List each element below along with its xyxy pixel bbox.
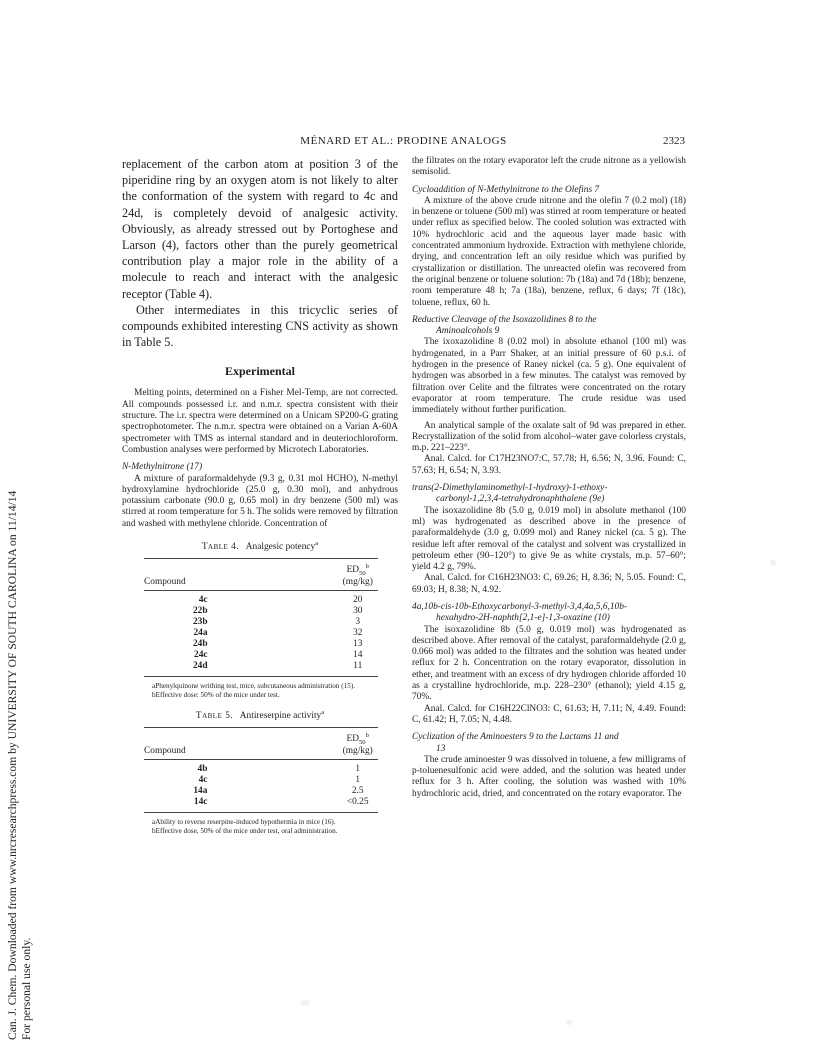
value-cell: <0.25 (346, 797, 369, 808)
compound-cell: 4c (198, 775, 208, 786)
paragraph-oxalate: An analytical sample of the oxalate salt of 9d was prepared in ether. Recrystallization of the solid from alcohol–water gave colorless crystals, m.p. 221–223°. (412, 420, 686, 454)
table5-footnotes (144, 818, 378, 835)
compound-cell: 24b (192, 639, 208, 650)
compound-cell: 24c (194, 650, 208, 661)
table5-title: Antireserpine activity (239, 711, 322, 722)
table-row (144, 797, 378, 808)
paragraph-cyclization: The crude aminoester 9 was dissolved in toluene, a few milligrams of p-toluenesulfonic acid were added, and the solution was heated under reflux for 3 h. After cooling, the solution was washed with 10% hydrochloric acid, dried, and concentrated on the rotary evaporator. The (412, 754, 686, 799)
subheading-reductive-cleavage-cont: Aminoalcohols 9 (436, 326, 500, 337)
compound-cell: 23b (192, 617, 208, 628)
table4-title-mark: a (315, 540, 319, 547)
value-cell: 11 (353, 661, 363, 672)
table4-title: Analgesic potency (245, 542, 316, 553)
table-row (144, 786, 378, 797)
paragraph-cns-activity: Other intermediates in this tricyclic series of compounds exhibited interesting CNS activity as shown in Table 5. (122, 302, 398, 350)
compound-cell: 24a (193, 628, 208, 639)
table-row (144, 606, 378, 617)
compound-cell: 4b (197, 764, 208, 775)
value-cell: 32 (353, 628, 363, 639)
subheading-reductive-cleavage: Reductive Cleavage of the Isoxazolidines 8 to the (412, 314, 597, 325)
value-cell: 20 (353, 595, 363, 606)
table4-col-compound: Compound (144, 577, 186, 588)
table5-footnote-b: bEffective dose, 50% of the mice under test, oral administration. (152, 827, 338, 836)
table5-bottom-rule (144, 812, 378, 813)
subheading-cyclization-cont: 13 (436, 743, 446, 754)
watermark-line-1: Can. J. Chem. Downloaded from www.nrcresearchpress.com by UNIVERSITY OF SOUTH CAROLINA on 11/14/14 (6, 490, 19, 1040)
table5-col-compound: Compound (144, 746, 186, 757)
running-title: MÉNARD ET AL.: PRODINE ANALOGS (300, 135, 507, 147)
right-column (412, 156, 686, 800)
table-row (144, 760, 378, 776)
paragraph-discussion: replacement of the carbon atom at position 3 of the piperidine ring by an oxygen atom is not likely to alter the conformation of the system with regard to 4c and 24d, is completely devoid of analgesic activity. Obviously, as already stressed out by Portoghese and Larson (4), factors other than the purely geometrical contribution play a major role in the ability of a molecule to reach and interact with the analgesic receptor (Table 4). (122, 157, 398, 301)
value-cell: 14 (353, 650, 363, 661)
paragraph-nitrone-prep: A mixture of paraformaldehyde (9.3 g, 0.31 mol HCHO), N-methyl hydroxylamine hydrochloride (25.0 g, 0.30 mol), and anhydrous potassium carbonate (90.0 g, 0.65 mol) in dry benzene (500 ml) was stirred at room temperature for 5 h. The solids were removed by filtration and washed with methylene chloride. Concentration of (122, 473, 398, 529)
paragraph-cycloaddition: A mixture of the above crude nitrone and the olefin 7 (0.2 mol) (18) in benzene or toluene (500 ml) was stirred at room temperature or heated under reflux as specified below. The cooled solution was extracted with 10% hydrochloric acid and the aqueous layer made basic with concentrated ammonium hydroxide. Extraction with methylene chloride, drying, and concentration left an oily residue which was purified by crystallization or distillation. The unreacted olefin was recovered from the original benzene or toluene solution: 7b (18a) and 7d (18b); benzene, room temperature 48 h; 7a (18a), benzene, reflux, 6 days; 7f (18c), toluene, reflux, 60 h. (412, 195, 686, 308)
paragraph-oxazine-prep: The isoxazolidine 8b (5.0 g, 0.019 mol) was hydrogenated as described above. After removal of the catalyst, paraformaldehyde (2.0 g, 0.066 mol) was added to the filtrates and the solution was heated under reflux for 2 h. Concentration on the rotary evaporator, dissolution in ether, and treatment with an excess of dry hydrogen chloride afforded 10 as a crystalline hydrochloride, m.p. 228–230° (ethanol); yield 4.15 g, 70%. (412, 624, 686, 703)
value-cell: 30 (353, 606, 363, 617)
table4-footnote-a: aPhenylquinone writhing test, mice, subcutaneous administration (15). (152, 682, 356, 691)
download-watermark (2, 0, 50, 1059)
table-row (144, 661, 378, 672)
compound-cell: 24d (192, 661, 208, 672)
table-row (144, 591, 378, 607)
table-row (144, 775, 378, 786)
table5-title-mark: a (321, 709, 325, 717)
table-row (144, 650, 378, 661)
page-number: 2323 (663, 135, 685, 147)
table-row (144, 617, 378, 628)
table5 (144, 727, 378, 808)
watermark-line-2: For personal use only. (20, 937, 33, 1040)
paragraph-anal-9d: Anal. Calcd. for C17H23NO7:C, 57.78; H, 6.56; N, 3.96. Found: C, 57.63; H, 6.54; N, 3.93. (412, 454, 686, 476)
table4-col-ed50: $ED_{50}^b$ (mg/kg) (342, 563, 373, 588)
value-cell: 3 (355, 617, 361, 628)
value-cell: 1 (355, 775, 361, 786)
table4-footnotes (144, 682, 378, 699)
table-row (144, 628, 378, 639)
table5-col-ed50: $ED_{50}^b$ (mg/kg) (342, 732, 373, 757)
subheading-cyclization: Cyclization of the Aminoesters 9 to the Lactams 11 and (412, 732, 619, 743)
table5-label: Table 5. (195, 711, 234, 722)
subheading-n-methylnitrone: N-Methylnitrone (17) (122, 462, 203, 473)
table4-footnote-b: bEffective dose: 50% of the mice under test. (152, 690, 280, 699)
table4 (144, 558, 378, 672)
paragraph-nitrone-end: the filtrates on the rotary evaporator left the crude nitrone as a yellowish semisolid. (412, 156, 686, 178)
compound-cell: 4c (198, 595, 208, 606)
subheading-oxazine: 4a,10b-cis-10b-Ethoxycarbonyl-3-methyl-3,4,4a,5,6,10b- (412, 601, 628, 612)
compound-cell: 14a (193, 786, 208, 797)
scan-speck (300, 1000, 310, 1006)
subheading-cycloaddition: Cycloaddition of N-Methylnitrone to the Olefins 7 (412, 184, 600, 195)
subheading-9e: trans(2-Dimethylaminomethyl-1-hydroxy)-1-ethoxy- (412, 483, 608, 494)
paragraph-anal-10: Anal. Calcd. for C16H22ClNO3: C, 61.63; H, 7.11; N, 4.49. Found: C, 61.42; H, 7.05; N, 4.48. (412, 703, 686, 725)
section-heading-experimental: Experimental (225, 364, 295, 379)
paragraph-methods: Melting points, determined on a Fisher Mel-Temp, are not corrected. All compounds possessed i.r. and n.m.r. spectra consistent with their structure. The i.r. spectra were determined on a Unicam SP200-G grating spectrophotometer. The n.m.r. spectra were obtained on a Varian A-60A spectrometer with TMS as internal standard and in deuteriochloroform. Combustion analyses were performed by Microtech Laboratories. (122, 388, 398, 455)
value-cell: 13 (353, 639, 363, 650)
paragraph-9e-prep: The isoxazolidine 8b (5.0 g, 0.019 mol) in absolute methanol (100 ml) was hydrogenated as described above in the presence of paraformaldehyde (3.0 g, 0.099 mol) and Raney nickel (ca. 5 g). The residue left after removal of the catalyst and solvent was crystallized in petroleum ether (90–120°) to give 9e as white crystals, m.p. 57–60°; yield 4.2 g, 79%. (412, 505, 686, 573)
scan-speck (565, 1020, 573, 1025)
table4-caption (122, 540, 398, 552)
paragraph-hydrogenation: The ixoxazolidine 8 (0.02 mol) in absolute ethanol (100 ml) was hydrogenated, in a Parr Shaker, at an initial pressure of 60 p.s.i. of hydrogen in the presence of Raney nickel (ca. 5 g). One equivalent of hydrogen was absorbed in a few minutes. The catalyst was removed by filtration over Celite and the filtrates were concentrated on the rotary evaporator at room temperature. The crude residue was used immediately without further purification. (412, 337, 686, 416)
subheading-9e-cont: carbonyl-1,2,3,4-tetrahydronaphthalene (9e) (436, 494, 605, 505)
running-header (122, 135, 685, 151)
scan-speck (770, 560, 776, 566)
compound-cell: 14c (193, 797, 208, 808)
left-column (122, 156, 398, 836)
value-cell: 2.5 (351, 786, 364, 797)
table-row (144, 639, 378, 650)
subheading-oxazine-cont: hexahydro-2H-naphth[2,1-e]-1,3-oxazine (10) (436, 613, 610, 624)
table5-caption (122, 709, 398, 721)
table5-footnote-a: aAbility to reverse reserpine-induced hypothermia in mice (16). (152, 818, 336, 827)
table4-bottom-rule (144, 676, 378, 677)
compound-cell: 22b (192, 606, 208, 617)
table4-label: Table 4. (201, 542, 240, 553)
value-cell: 1 (355, 764, 361, 775)
paragraph-anal-9e: Anal. Calcd. for C16H23NO3: C, 69.26; H, 8.36; N, 5.05. Found: C, 69.03; H, 8.38; N, 4.92. (412, 573, 686, 595)
